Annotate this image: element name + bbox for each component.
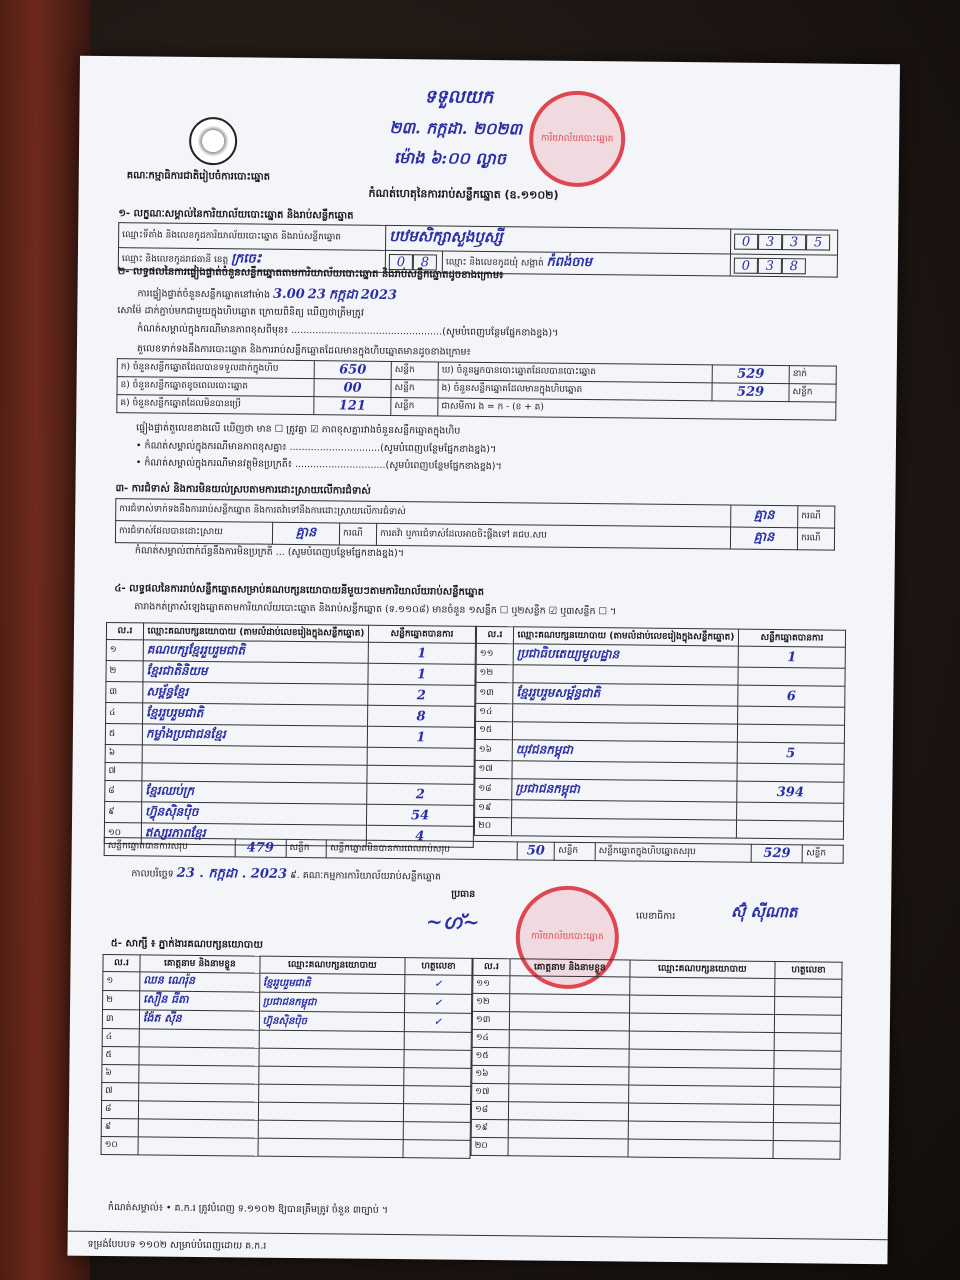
col-no: ល.រ xyxy=(106,623,143,640)
row-number: ១៨ xyxy=(471,1101,508,1119)
row-number: ១២ xyxy=(476,664,513,682)
witness-party xyxy=(258,1084,404,1104)
hw-date: ២៣. កក្កដា. ២០២៣ xyxy=(389,117,523,139)
party-name: ខ្មែររួបរួមជាតិ xyxy=(143,703,368,726)
vote-count: 2 xyxy=(368,684,475,706)
col-sign: ហត្ថលេខា xyxy=(405,958,472,976)
party-name: ឥស្សរភាពខ្មែរ xyxy=(141,823,366,846)
vote-count xyxy=(738,706,845,725)
figures-intro: តួលេខទាក់ទងនឹងការបោះឆ្នោត និងការរាប់សន្លឹកឆ្នោតដែលមានក្នុងហិបឆ្នោតមានដូចខាងក្រោម៖ xyxy=(136,343,471,358)
witness-name xyxy=(508,1138,628,1157)
total-box-label: សន្លឹកឆ្នោតក្នុងហិបឆ្នោតសរុប xyxy=(595,843,751,863)
row-number: ២ xyxy=(103,990,140,1009)
president-signature: ~ഗ്~ xyxy=(425,909,480,934)
complaint-row2b-label: ការតវ៉ា ឬការជំទាស់ដែលអាចចិះផ្តឹងទៅ គជប.សប xyxy=(376,523,730,549)
irregular-note: • កំណត់សម្គាល់ក្នុងករណីមានវត្ថុមិនប្រក្រតី៖ ..............................(សូមបំពេញបន្ថែមផ្នែកខាងខ្នង)។ xyxy=(135,457,502,473)
witness-signature xyxy=(775,979,842,998)
form-title: កំណត់ហេតុនៃការរាប់សន្លឹកឆ្នោត (ឧ.១១០២) xyxy=(368,186,559,202)
row-number: ៧ xyxy=(105,763,142,781)
vote-count: 1 xyxy=(368,663,475,685)
row1-label: ឈ្មោះទីតាំង និងលេខកូដការិយាល័យបោះឆ្នោត និងរាប់សន្លឹកឆ្នោត xyxy=(119,223,386,251)
complaint-row2b-unit: ករណី xyxy=(797,528,834,550)
secretary-label: លេខាធិការ xyxy=(635,910,676,922)
row-number: ១៨ xyxy=(475,778,512,799)
row-number: ១១ xyxy=(476,643,513,664)
witness-name xyxy=(139,1083,259,1102)
col-no: ល.រ xyxy=(476,626,513,643)
code-digit: 3 xyxy=(758,234,782,250)
witness-name xyxy=(509,1066,629,1085)
table-row xyxy=(474,817,843,839)
fig-label-c: គ) ចំនួនសន្លឹកឆ្នោតដែលមិនបានប្រើ xyxy=(117,395,314,415)
fig-equation: ជាសមីការ ង = ក - (ខ + គ) xyxy=(438,398,836,420)
witness-party xyxy=(259,1030,405,1050)
fig-value-a: 650 xyxy=(314,361,391,380)
row-number: ១៤ xyxy=(476,703,513,721)
row-number: ១០ xyxy=(101,1136,138,1154)
complaint-row1-value: គ្មាន xyxy=(731,505,798,528)
col-votes: សន្លឹកឆ្នោតបានការ xyxy=(368,625,475,643)
row-number: ៦ xyxy=(102,1064,139,1082)
witness-table-right xyxy=(471,958,843,1160)
row-number: ១ xyxy=(106,640,143,661)
fig-label-b: ខ) ចំនួនសន្លឹកឆ្នោតខូចពេលបោះឆ្នោត xyxy=(117,377,314,397)
vote-count: 1 xyxy=(368,642,475,664)
fig-unit-b: សន្លឹក xyxy=(391,379,438,397)
witness-name xyxy=(139,1065,259,1084)
row-number: ១៩ xyxy=(471,1119,508,1137)
row2-label: ឈ្មោះ និងលេខកូដរាជធានី ខេត្ត ក្រចេះ xyxy=(118,248,385,273)
form-reference: ទម្រង់បែបបទ ១១០២ សម្រាប់បំពេញដោយ គ.ក.រ xyxy=(67,1231,887,1261)
vote-count xyxy=(737,763,844,782)
row-number: ៦ xyxy=(105,745,142,763)
check-line: ផ្ទៀងផ្ទាត់តួលេខខាងលើ ឃើញថា មាន ☐ ត្រូវគ្នា ☑ ភាពខុសគ្នារវាងចំនួនសន្លឹកឆ្នោតក្នុងហិប xyxy=(136,422,461,437)
complaint-row2b-value: គ្មាន xyxy=(730,527,797,550)
witness-party: ប្រជាជនកម្ពុជា xyxy=(259,992,405,1013)
row-number: ២០ xyxy=(474,817,511,835)
results-table-right xyxy=(474,626,846,840)
vote-count xyxy=(367,765,474,784)
row-number: ១៧ xyxy=(475,760,512,778)
witness-name xyxy=(508,1120,628,1139)
seal-line: សោម៉ែ ដាក់ភ្ជាប់មកជាមួយក្នុងហិបឆ្នោត ក្រោយពិនិត្យ ឃើញថាត្រឹមត្រូវ xyxy=(117,305,364,319)
row-number: ១៧ xyxy=(472,1083,509,1101)
witness-party xyxy=(628,1103,774,1123)
hw-received: ទទួលយក xyxy=(424,86,494,109)
party-name xyxy=(513,665,738,685)
complaint-note: កំណត់សម្គាល់ពាក់ព័ន្ធនឹងការមិនប្រក្រតី ... (សូមបំពេញបន្ថែមផ្នែកខាងខ្នង)។ xyxy=(134,545,405,560)
row-number: ១៩ xyxy=(475,799,512,817)
vote-count: 54 xyxy=(366,804,473,826)
row-number: ៤ xyxy=(106,703,143,724)
witness-signature xyxy=(403,1104,470,1123)
row-number: ១៣ xyxy=(472,1011,509,1029)
vote-count xyxy=(737,724,844,743)
party-name: ប្រជាជនកម្ពុជា xyxy=(512,779,737,802)
row-number: ១៦ xyxy=(472,1065,509,1083)
results-table-left xyxy=(104,622,476,848)
party-name: កម្លាំងប្រជាជនខ្មែរ xyxy=(142,724,367,747)
col-party: ឈ្មោះគណបក្សនយោបាយ (តាមលំដាប់លេខរៀងក្នុងសន្លឹកឆ្នោត) xyxy=(513,627,738,646)
total-box-unit: សន្លឹក xyxy=(803,845,844,863)
fig-unit-c: សន្លឹក xyxy=(391,397,438,415)
fig-value-c: 121 xyxy=(314,397,391,416)
witness-name xyxy=(138,1119,258,1138)
witness-party xyxy=(629,1013,775,1033)
secretary-name: ស៊ុំ ស៊ីណាត xyxy=(731,902,798,922)
complaint-row2-value: គ្មាន xyxy=(272,522,339,545)
vote-count xyxy=(736,820,843,839)
witness-signature: ✓ xyxy=(405,994,472,1014)
total-invalid-value: 50 xyxy=(517,842,555,860)
witness-party xyxy=(629,995,775,1015)
section3-heading: ៣- ការជំទាស់ និងការមិនយល់ស្របតាមការដោះស្រាយលើការជំទាស់ xyxy=(115,483,371,497)
witness-signature xyxy=(774,1015,841,1034)
row-number: ១០ xyxy=(104,823,141,844)
section4-heading: ៤- លទ្ធផលនៃការរាប់សន្លឹកឆ្នោតសម្រាប់គណបក្សនយោបាយនីមួយៗតាមការិយាល័យរាប់សន្លឹកឆ្នោត xyxy=(114,583,485,598)
fig-unit-d: នាក់ xyxy=(789,366,836,384)
witness-signature xyxy=(404,1032,471,1051)
table-row xyxy=(101,1136,470,1158)
fig-label-e: ង) ចំនួនសន្លឹកឆ្នោតដែលមានក្នុងហិបឆ្នោត xyxy=(438,380,712,401)
vote-count: 5 xyxy=(737,742,844,764)
code-digit: 8 xyxy=(413,254,437,270)
total-invalid-label: សន្លឹកឆ្នោតមិនបានការពេលរាប់សរុប xyxy=(326,840,517,860)
witness-party: ខ្មែររួបរួមជាតិ xyxy=(259,973,405,994)
witness-name xyxy=(509,1030,629,1049)
row-number: ៩ xyxy=(104,802,141,823)
commune-value: កំពង់ចាម xyxy=(546,254,593,271)
witness-party xyxy=(628,1121,774,1141)
vote-count xyxy=(737,802,844,821)
party-name: ខ្មែរជាតិនិយម xyxy=(143,661,368,684)
col-party: ឈ្មោះគណបក្សនយោបាយ xyxy=(260,956,406,975)
footer-note: កំណត់សម្គាល់៖ • គ.ក.រ ត្រូវបំពេញ ទ.១១០២ ឱ្យបានត្រឹមត្រូវ ចំនួន ៣ច្បាប់ ។ xyxy=(107,1202,389,1216)
party-name xyxy=(512,800,737,820)
table-row xyxy=(471,1137,840,1159)
witness-signature xyxy=(774,1051,841,1070)
fig-unit-a: សន្លឹក xyxy=(391,361,438,379)
col-name: គោត្តនាម និងនាមខ្លួន xyxy=(510,959,630,977)
party-name: យុវជនកម្ពុជា xyxy=(512,740,737,763)
witness-name xyxy=(139,1029,259,1048)
section1-heading: ១- លក្ខណៈសម្គាល់នៃការិយាល័យបោះឆ្នោត និងរាប់សន្លឹកឆ្នោត xyxy=(118,208,354,222)
witness-name xyxy=(509,1084,629,1103)
vote-count: 1 xyxy=(367,726,474,748)
col-no: ល.រ xyxy=(473,958,510,975)
party-name: ខ្មែរឈប់ក្រ xyxy=(142,781,367,804)
code-digit: 5 xyxy=(806,234,830,250)
witness-signature: ✓ xyxy=(404,1013,471,1033)
witness-name xyxy=(138,1137,258,1156)
complaints-table xyxy=(115,498,835,551)
code-digit: 0 xyxy=(389,253,413,269)
witness-name: ឈន ណេរ៉ុន xyxy=(140,972,260,992)
row2-commune-code xyxy=(730,254,837,277)
party-name xyxy=(512,722,737,742)
col-party: ឈ្មោះគណបក្សនយោបាយ xyxy=(630,960,776,979)
total-valid-unit: សន្លឹក xyxy=(286,839,327,857)
row-number: ៩ xyxy=(101,1118,138,1136)
witness-party xyxy=(629,1031,775,1051)
col-votes: សន្លឹកឆ្នោតបានការ xyxy=(738,629,845,647)
row-number: ៨ xyxy=(101,1100,138,1118)
vote-count: 394 xyxy=(737,781,844,803)
row-number: ១១ xyxy=(473,975,510,993)
witness-name xyxy=(508,1102,628,1121)
witness-signature xyxy=(773,1141,840,1160)
witness-name: សឿន ធីតា xyxy=(140,991,260,1011)
figures-table xyxy=(116,358,837,421)
row-number: ២ xyxy=(106,661,143,682)
witness-signature: ✓ xyxy=(405,975,472,995)
witness-signature xyxy=(775,997,842,1016)
party-name xyxy=(511,818,736,838)
witness-signature xyxy=(773,1123,840,1142)
witness-signature xyxy=(773,1105,840,1124)
row1-code xyxy=(730,229,837,255)
witness-party xyxy=(628,1067,774,1087)
institution-name: គណៈកម្មាធិការជាតិរៀបចំការបោះឆ្នោត xyxy=(126,170,271,183)
row-number: ១៤ xyxy=(472,1029,509,1047)
code-digit: 0 xyxy=(734,234,758,250)
president-label: ប្រធាន xyxy=(451,888,476,900)
complaint-row1-unit: ករណី xyxy=(798,506,835,528)
witness-name xyxy=(138,1101,258,1120)
fig-unit-e: សន្លឹក xyxy=(789,384,836,402)
row-number: ២០ xyxy=(471,1137,508,1155)
party-name: សម្ព័ន្ធខ្មែរ xyxy=(143,682,368,705)
witness-name xyxy=(509,1048,629,1067)
fig-value-e: 529 xyxy=(712,383,789,402)
total-invalid-unit: សន្លឹក xyxy=(555,842,596,860)
vote-count: 1 xyxy=(738,646,845,668)
party-name: ប្រជាធិបតេយ្យមូលដ្ឋាន xyxy=(513,644,738,667)
row-number: ១៥ xyxy=(475,721,512,739)
row-number: ៨ xyxy=(105,781,142,802)
document-page xyxy=(67,56,900,1265)
col-name: គោត្តនាម និងនាមខ្លួន xyxy=(140,955,260,973)
total-valid-label: សន្លឹកឆ្នោតបានការសរុប xyxy=(104,838,235,857)
vote-count: 8 xyxy=(368,705,475,727)
official-stamp: ការិយាល័យបោះឆ្នោត xyxy=(529,90,626,187)
party-name xyxy=(142,763,367,783)
total-box-value: 529 xyxy=(751,844,802,863)
fig-value-b: 00 xyxy=(314,379,391,398)
vote-count xyxy=(738,667,845,686)
row-number: ៧ xyxy=(102,1082,139,1100)
hw-time: ម៉ោង ៦:០០ ល្ងាច xyxy=(393,148,507,169)
verification-line: ការផ្ទៀងផ្ទាត់ចំនួនសន្លឹកឆ្នោតនៅម៉ោង 3.00 23 កក្កដា 2023 xyxy=(137,286,398,304)
col-no: ល.រ xyxy=(103,954,140,971)
witness-party xyxy=(258,1066,404,1086)
fig-label-d: ឃ) ចំនួនអ្នកបានបោះឆ្នោតដែលបានបោះឆ្នោត xyxy=(438,362,712,383)
witness-signature xyxy=(403,1122,470,1141)
totals-table xyxy=(104,837,844,864)
row-number: ១៣ xyxy=(476,682,513,703)
official-stamp-2: ការិយាល័យបោះឆ្នោត xyxy=(515,885,619,989)
row-number: ៥ xyxy=(105,724,142,745)
witness-party xyxy=(629,977,775,997)
code-digit: 8 xyxy=(782,258,806,274)
code-digit: 3 xyxy=(758,257,782,273)
party-name xyxy=(513,704,738,724)
party-name xyxy=(142,745,367,765)
witness-name xyxy=(510,994,630,1013)
tally-sheet-line: តារាងកត់ត្រាសំឡេងឆ្នោតតាមការិយាល័យបោះឆ្នោត និងរាប់សន្លឹកឆ្នោត (ទ.១១០៨) មានចំនួន ១សន្លឹក ☐ ឬ២សន្លឹក ☑ ឬ៣សន្លឹក ☐ ។ xyxy=(134,601,617,618)
row-number: ១៥ xyxy=(472,1047,509,1065)
party-name: ហ៊្វុនស៊ិនប៉ិច xyxy=(141,802,366,825)
fig-label-a: ក) ចំនួនសន្លឹកឆ្នោតដែលបានទទួលដាក់ក្នុងហិប xyxy=(117,359,314,379)
witness-party xyxy=(259,1048,405,1068)
witness-party xyxy=(629,1049,775,1069)
witness-name xyxy=(509,1012,629,1031)
witness-party xyxy=(628,1139,774,1159)
row-number: ១២ xyxy=(473,993,510,1011)
fig-value-d: 529 xyxy=(712,365,789,384)
emblem-icon xyxy=(189,117,238,166)
date-value: 23 . កក្កដា . 2023 xyxy=(176,865,288,882)
diff-note-line: កំណត់សម្គាល់ក្នុងករណីមានភាពខុសពីមុខ៖ ..................................................(សូមបំពេញបន្ថែមផ្នែកខាងខ្នង)។ xyxy=(137,323,559,339)
row-number: ៤ xyxy=(102,1028,139,1046)
row1-value: បឋមសិក្សាសួងឫស្សី xyxy=(386,225,731,254)
witness-party xyxy=(258,1102,404,1122)
witness-signature xyxy=(404,1068,471,1087)
witness-name xyxy=(139,1047,259,1066)
witness-signature xyxy=(774,1069,841,1088)
verification-year: 2023 xyxy=(360,287,398,304)
complaint-row2-unit: ករណី xyxy=(339,523,376,545)
witness-party xyxy=(258,1138,404,1158)
verification-month: កក្កដា xyxy=(328,287,358,303)
row2-commune: ឈ្មោះ និងលេខកូដឃុំ សង្កាត់ កំពង់ចាម xyxy=(442,251,730,276)
party-name: គណបក្សខ្មែររួបរួមជាតិ xyxy=(143,640,368,663)
diff-note: • កំណត់សម្គាល់ក្នុងករណីមានភាពខុសគ្នា៖ ..............................(សូមបំពេញបន្ថែមផ្នែកខាងខ្នង)។ xyxy=(135,440,497,456)
row-number: ១ xyxy=(103,971,140,990)
row-number: ៥ xyxy=(102,1046,139,1064)
witness-party xyxy=(258,1120,404,1140)
section2-heading: ២- លទ្ធផលនៃការផ្ទៀងផ្ទាត់ចំនួនសន្លឹកឆ្នោតតាមការិយាល័យបោះឆ្នោត និងរាប់សន្លឹកឆ្នោតដូចខាងក្រោម៖ xyxy=(117,266,504,282)
code-digit: 3 xyxy=(782,234,806,250)
col-party: ឈ្មោះគណបក្សនយោបាយ (តាមលំដាប់លេខរៀងក្នុងសន្លឹកឆ្នោត) xyxy=(143,623,368,642)
witness-signature xyxy=(774,1033,841,1052)
province-value: ក្រចេះ xyxy=(231,251,262,267)
row-number: ៣ xyxy=(102,1009,139,1028)
total-valid-value: 479 xyxy=(235,839,286,858)
date-line: កាលបរិច្ឆេទ 23 . កក្កដា . 2023 ៩. គណៈកម្មការការិយាល័យរាប់សន្លឹកឆ្នោត xyxy=(131,865,441,883)
col-sign: ហត្ថលេខា xyxy=(775,962,842,980)
vote-count xyxy=(367,747,474,766)
party-name: ខ្មែររួបរួមសម្ព័ន្ធជាតិ xyxy=(513,683,738,706)
verification-day: 23 xyxy=(307,287,326,303)
vote-count: 2 xyxy=(367,783,474,805)
witness-table-left xyxy=(101,954,473,1159)
section5-heading: ៥- សាក្សី ៖ ភ្នាក់ងារគណបក្សនយោបាយ xyxy=(110,938,263,951)
witness-party: ហ៊្វុនស៊ិនប៉ិច xyxy=(259,1011,405,1032)
witness-signature xyxy=(404,1050,471,1069)
vote-count: 6 xyxy=(738,685,845,707)
party-name xyxy=(512,761,737,781)
witness-signature xyxy=(403,1140,470,1159)
verification-time: 3.00 xyxy=(272,286,305,303)
complaint-row2-label: ការជំទាស់ដែលបានដោះស្រាយ xyxy=(115,521,272,545)
witness-signature xyxy=(404,1086,471,1105)
witness-party xyxy=(628,1085,774,1105)
witness-name xyxy=(510,976,630,995)
vote-count: 4 xyxy=(366,825,473,847)
row-number: ១៦ xyxy=(475,739,512,760)
complaint-row1-label: ការជំទាស់ទាក់ទងនឹងការរាប់សន្លឹកឆ្នោត និងការតវ៉ាទៅនឹងការដោះស្រាយលើការជំទាស់ xyxy=(116,499,731,527)
witness-name: ង៉ែត ស៊ីន xyxy=(139,1010,259,1030)
witness-signature xyxy=(774,1087,841,1106)
code-digit: 0 xyxy=(734,257,758,273)
row-number: ៣ xyxy=(106,682,143,703)
